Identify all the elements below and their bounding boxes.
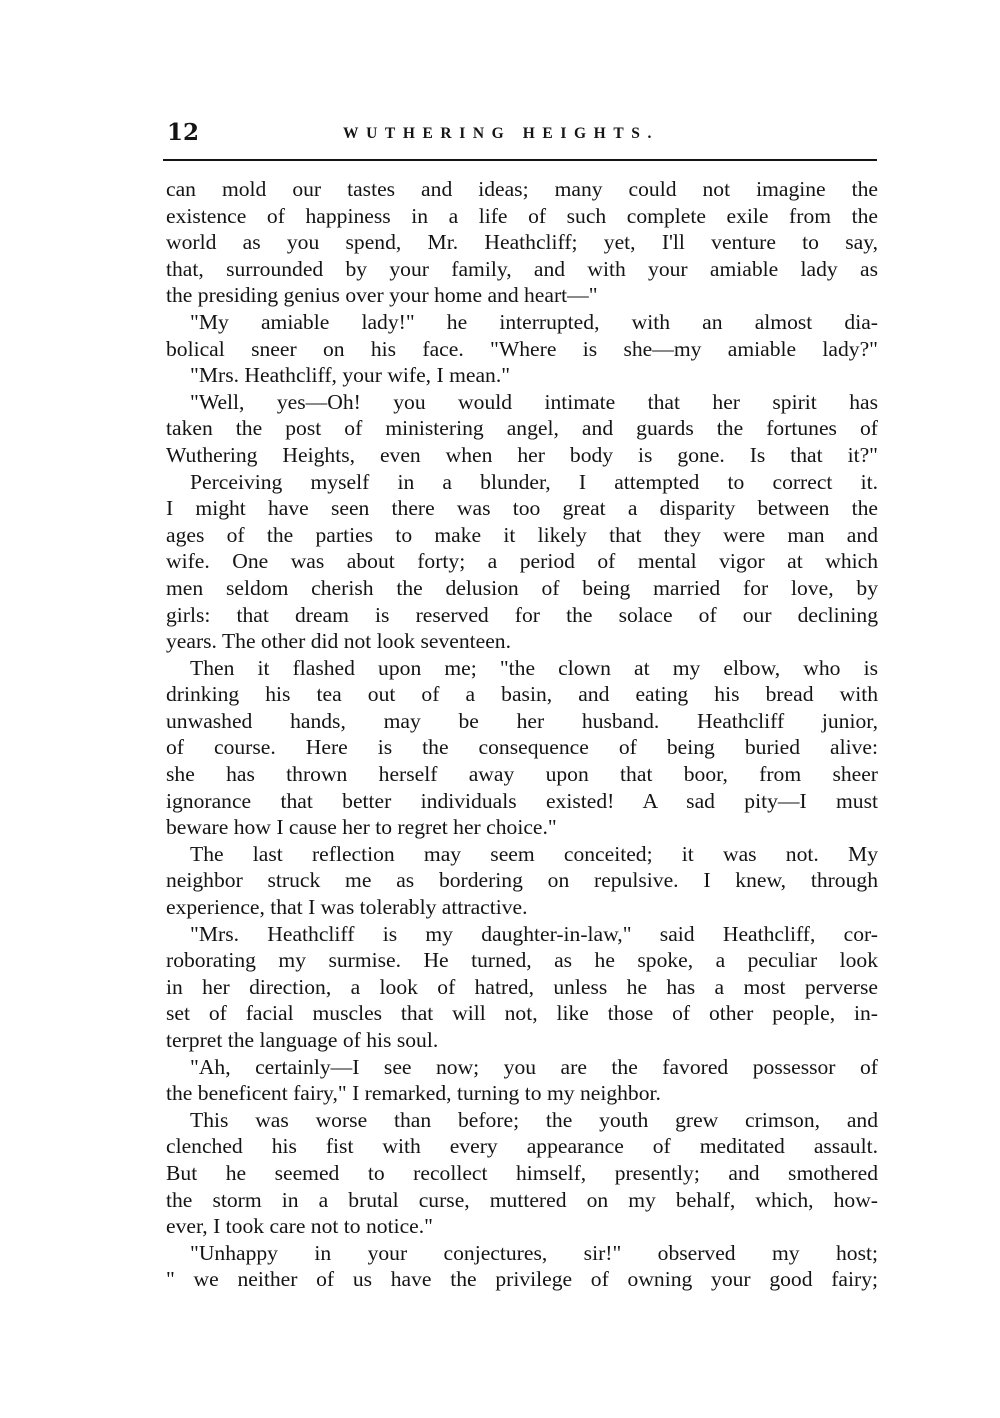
text-line: wife. One was about forty; a period of mental vigor at which (166, 549, 878, 574)
text-line: neighbor struck me as bordering on repulsive. I knew, through (166, 868, 878, 893)
text-line: bolical sneer on his face. "Where is she—my amiable lady?" (166, 336, 878, 361)
text-line: existence of happiness in a life of such complete exile from the (166, 203, 878, 228)
text-line: "My amiable lady!" he interrupted, with an almost dia- (190, 309, 878, 334)
text-line: years. The other did not look seventeen. (166, 629, 512, 654)
text-line: But he seemed to recollect himself, presently; and smothered (166, 1160, 878, 1185)
running-head: WUTHERING HEIGHTS. (343, 125, 659, 142)
text-line: roborating my surmise. He turned, as he spoke, a peculiar look (166, 948, 878, 973)
text-line: drinking his tea out of a basin, and eating his bread with (166, 682, 878, 707)
text-line: This was worse than before; the youth grew crimson, and (190, 1107, 878, 1132)
text-line: set of facial muscles that will not, like those of other people, in- (166, 1001, 878, 1026)
text-line: beware how I cause her to regret her choice." (166, 815, 557, 840)
text-line: that, surrounded by your family, and with your amiable lady as (166, 256, 878, 281)
text-line: ever, I took care not to notice." (166, 1214, 433, 1239)
text-line: in her direction, a look of hatred, unless he has a most perverse (166, 974, 878, 999)
text-line: I might have seen there was too great a disparity between the (166, 496, 878, 521)
text-line: the presiding genius over your home and heart—" (166, 283, 598, 308)
text-line: world as you spend, Mr. Heathcliff; yet, I'll venture to say, (166, 230, 878, 255)
text-line: ages of the parties to make it likely that they were man and (166, 522, 878, 547)
text-line: "Unhappy in your conjectures, sir!" observed my host; (190, 1240, 878, 1265)
text-line: taken the post of ministering angel, and guards the fortunes of (166, 416, 878, 441)
text-line: the storm in a brutal curse, muttered on my behalf, which, how- (166, 1187, 878, 1212)
text-line: unwashed hands, may be her husband. Heathcliff junior, (166, 708, 878, 733)
text-line: can mold our tastes and ideas; many could not imagine the (166, 177, 878, 201)
header-rule (163, 159, 877, 161)
text-line: Wuthering Heights, even when her body is gone. Is that it?" (166, 442, 878, 467)
text-line: " we neither of us have the privilege of owning your good fairy; (166, 1267, 878, 1292)
text-line: "Mrs. Heathcliff is my daughter-in-law," said Heathcliff, cor- (190, 921, 878, 946)
body-text (166, 176, 878, 1293)
text-line: "Ah, certainly—I see now; you are the favored possessor of (190, 1054, 878, 1079)
text-line: clenched his fist with every appearance of meditated assault. (166, 1134, 878, 1159)
text-line: terpret the language of his soul. (166, 1028, 439, 1052)
text-line: men seldom cherish the delusion of being married for love, by (166, 575, 878, 600)
text-line: of course. Here is the consequence of being buried alive: (166, 735, 878, 760)
page-number: 12 (167, 119, 200, 146)
text-line: she has thrown herself away upon that boor, from sheer (166, 762, 878, 787)
text-line: "Mrs. Heathcliff, your wife, I mean." (190, 363, 511, 388)
text-line: ignorance that better individuals existed! A sad pity—I must (166, 788, 878, 813)
page-header (163, 118, 877, 154)
text-line: "Well, yes—Oh! you would intimate that her spirit has (190, 389, 878, 414)
text-line: girls: that dream is reserved for the solace of our declining (166, 602, 878, 627)
text-line: Perceiving myself in a blunder, I attempted to correct it. (190, 469, 878, 494)
text-line: Then it flashed upon me; "the clown at my elbow, who is (190, 655, 878, 680)
text-line: The last reflection may seem conceited; it was not. My (190, 841, 878, 866)
text-line: experience, that I was tolerably attractive. (166, 895, 528, 920)
text-line: the beneficent fairy," I remarked, turning to my neighbor. (166, 1081, 661, 1106)
